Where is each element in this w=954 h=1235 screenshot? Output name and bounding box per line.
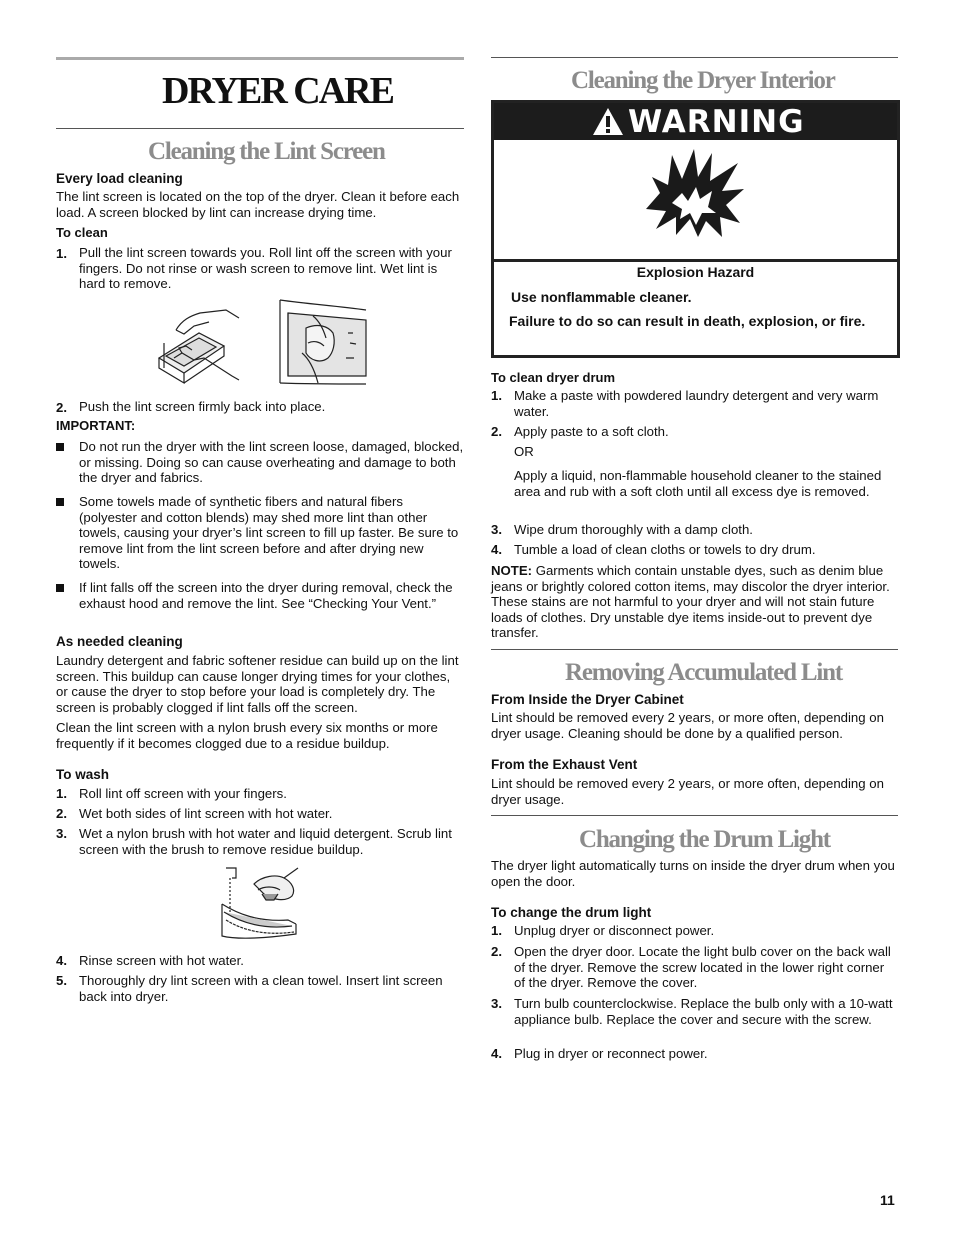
as-needed-text-1: Laundry detergent and fabric softener residue can build up on the lint screen. This buildup can cause longer drying times for your clothes, or cause the dryer to stop before your load is completely dry. The screen is probably clogged if lint falls off the screen. (56, 653, 459, 715)
step-number: 2. (56, 400, 67, 415)
section-heading-lint-screen: Cleaning the Lint Screen (148, 138, 385, 165)
warning-header (494, 103, 897, 140)
hazard-line-2: Failure to do so can result in death, explosion, or fire. (509, 313, 866, 329)
page-number: 11 (880, 1192, 895, 1208)
important-heading: IMPORTANT: (56, 418, 136, 433)
vent-heading: From the Exhaust Vent (491, 757, 638, 772)
as-needed-heading: As needed cleaning (56, 634, 183, 649)
warning-triangle-icon (592, 107, 624, 136)
step-number: 3. (491, 522, 502, 537)
title-rule (56, 128, 464, 129)
wash-step-2: Wet both sides of lint screen with hot water. (79, 806, 333, 821)
section-heading-drum-light: Changing the Drum Light (579, 826, 830, 853)
as-needed-text-2: Clean the lint screen with a nylon brush every six months or more frequently if it becomes clogged due to a residue buildup. (56, 720, 438, 751)
wash-step-3: Wet a nylon brush with hot water and liquid detergent. Scrub lint screen with the brush to remove residue buildup. (79, 826, 452, 857)
lint-screen-pull-illustration (154, 298, 244, 388)
step-number: 1. (491, 388, 502, 403)
top-rule-left (56, 57, 464, 60)
light-step-3: Turn bulb counterclockwise. Replace the bulb only with a 10-watt appliance bulb. Replace the cover and secure with the screw. (514, 996, 893, 1027)
bullet-marker (56, 498, 64, 506)
hazard-title: Explosion Hazard (636, 264, 755, 280)
change-light-heading: To change the drum light (491, 905, 652, 920)
step-number: 1. (56, 786, 67, 801)
hazard-line-1: Use nonflammable cleaner. (511, 289, 692, 305)
step-number: 1. (56, 246, 67, 261)
section-heading-dryer-interior: Cleaning the Dryer Interior (571, 67, 835, 94)
dye-note (491, 563, 898, 641)
step-number: 2. (56, 806, 67, 821)
lint-screen-scrub-illustration (218, 864, 300, 944)
step-number: 5. (56, 973, 67, 988)
note-label: NOTE: (491, 563, 533, 578)
section-heading-removing-lint: Removing Accumulated Lint (565, 659, 842, 686)
drum-alt-text: Apply a liquid, non-flammable household cleaner to the stained area and rub with a soft cloth until all excess dye is removed. (514, 468, 882, 499)
to-clean-heading: To clean (56, 225, 108, 240)
important-bullet-1: Do not run the dryer with the lint screen loose, damaged, blocked, or missing. Doing so can cause overheating and damage to both the dryer and fabrics. (79, 439, 464, 486)
warning-word: WARNING (628, 104, 805, 140)
top-rule-right (491, 57, 898, 58)
wash-step-5: Thoroughly dry lint screen with a clean towel. Insert lint screen back into dryer. (79, 973, 443, 1004)
clean-drum-heading: To clean dryer drum (491, 370, 616, 385)
drum-step-3: Wipe drum thoroughly with a damp cloth. (514, 522, 753, 537)
to-wash-heading: To wash (56, 767, 110, 782)
important-bullet-2: Some towels made of synthetic fibers and natural fibers (polyester and cotton blends) may shed more lint than other towels, causing your dryer’s lint screen to fill up faster. Be sure to remove lint from the lint screen before and after drying new towels. (79, 494, 459, 572)
step-number: 3. (56, 826, 67, 841)
cabinet-heading: From Inside the Dryer Cabinet (491, 692, 684, 707)
drum-step-2: Apply paste to a soft cloth. (514, 424, 669, 439)
step-number: 1. (491, 923, 502, 938)
step-number: 4. (491, 1046, 502, 1061)
note-text: Garments which contain unstable dyes, such as denim blue jeans or brightly colored cotton items, may discolor the dryer interior. These stains are not harmful to your dryer and will not stain future loads of clothes. Dry unstable dye items inside-out to prevent dye transfer. (491, 563, 890, 641)
bullet-marker (56, 443, 64, 451)
step-number: 4. (491, 542, 502, 557)
clean-step-2: Push the lint screen firmly back into place. (79, 399, 326, 414)
rule-drum-light (491, 815, 898, 816)
explosion-icon (642, 147, 746, 239)
step-number: 2. (491, 424, 502, 439)
drum-step-1: Make a paste with powdered laundry detergent and very warm water. (514, 388, 879, 419)
light-step-4: Plug in dryer or reconnect power. (514, 1046, 708, 1061)
every-load-heading: Every load cleaning (56, 171, 183, 186)
warning-divider (494, 259, 897, 262)
rule-lint-removal (491, 649, 898, 650)
light-step-1: Unplug dryer or disconnect power. (514, 923, 715, 938)
every-load-text: The lint screen is located on the top of the dryer. Clean it before each load. A screen blocked by lint can increase drying time. (56, 189, 460, 220)
step-number: 3. (491, 996, 502, 1011)
page-title: DRYER CARE (162, 70, 393, 112)
step-number: 2. (491, 944, 502, 959)
step-number: 4. (56, 953, 67, 968)
important-bullet-3: If lint falls off the screen into the dryer during removal, check the exhaust hood and remove the lint. See “Checking Your Vent.” (79, 580, 453, 611)
vent-text: Lint should be removed every 2 years, or more often, depending on dryer usage. (491, 776, 884, 807)
light-step-2: Open the dryer door. Locate the light bulb cover on the back wall of the dryer. Remove the screw located in the lower right corner of the dryer. Remove the cover. (514, 944, 891, 991)
or-text: OR (514, 444, 534, 459)
wash-step-4: Rinse screen with hot water. (79, 953, 244, 968)
bullet-marker (56, 584, 64, 592)
drum-light-intro: The dryer light automatically turns on inside the dryer drum when you open the door. (491, 858, 895, 889)
clean-step-1: Pull the lint screen towards you. Roll lint off the screen with your fingers. Do not rinse or wash screen to remove lint. Wet lint is hard to remove. (79, 245, 452, 292)
wash-step-1: Roll lint off screen with your fingers. (79, 786, 287, 801)
cabinet-text: Lint should be removed every 2 years, or more often, depending on dryer usage. Cleaning should be done by a qualified person. (491, 710, 884, 741)
drum-step-4: Tumble a load of clean cloths or towels to dry drum. (514, 542, 816, 557)
warning-box (491, 100, 900, 358)
lint-screen-roll-lint-illustration (278, 298, 368, 388)
